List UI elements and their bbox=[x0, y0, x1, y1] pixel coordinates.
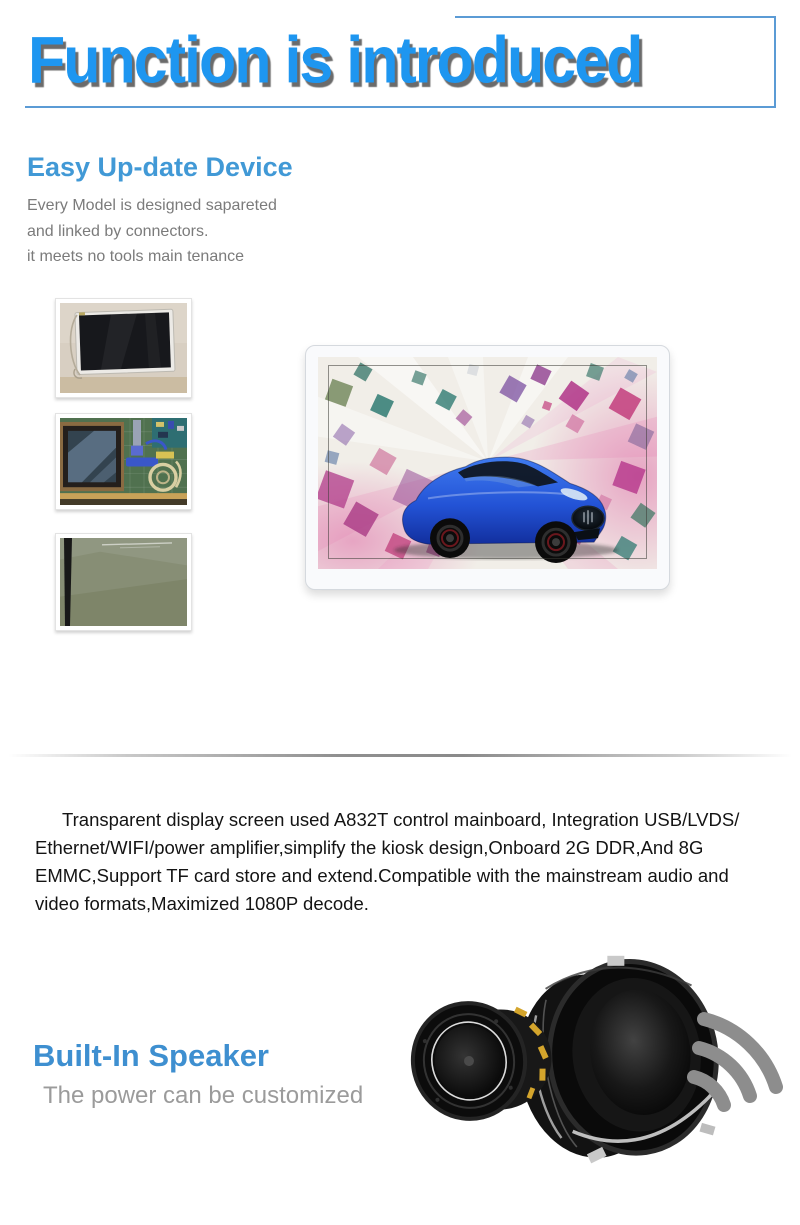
section-divider bbox=[8, 754, 792, 757]
mainboard-assembly-photo bbox=[55, 413, 192, 510]
spec-line: video formats,Maximized 1080P decode. bbox=[35, 893, 369, 914]
transparent-display-with-car-demo bbox=[305, 345, 670, 590]
easy-update-description bbox=[27, 193, 277, 270]
description-line: it meets no tools main tenance bbox=[27, 248, 245, 265]
speakers-photo bbox=[393, 953, 783, 1168]
car-mosaic-art bbox=[318, 357, 657, 569]
spec-paragraph bbox=[35, 806, 787, 918]
spec-line: Ethernet/WIFI/power amplifier,simplify the kiosk design,Onboard 2G DDR,And 8G bbox=[35, 837, 704, 858]
spec-line: Transparent display screen used A832T control mainboard, Integration USB/LVDS/ bbox=[62, 809, 740, 830]
easy-update-heading: Easy Up-date Device bbox=[27, 152, 293, 182]
header-underline bbox=[25, 106, 776, 108]
back-panel-photo-art bbox=[60, 538, 187, 626]
built-in-speaker-heading: Built-In Speaker bbox=[33, 1038, 269, 1073]
back-panel-photo bbox=[55, 533, 192, 631]
spec-line: EMMC,Support TF card store and extend.Compatible with the mainstream audio and bbox=[35, 865, 729, 886]
speakers-art bbox=[393, 953, 783, 1168]
lcd-panel-photo bbox=[55, 298, 192, 398]
device-screen bbox=[318, 357, 657, 569]
mainboard-assembly-photo-art bbox=[60, 418, 187, 505]
description-line: and linked by connectors. bbox=[27, 222, 209, 240]
page-title: Function is introduced bbox=[28, 23, 642, 97]
lcd-panel-photo-art bbox=[60, 303, 187, 393]
speaker-subheading: The power can be customized bbox=[43, 1082, 364, 1109]
description-line: Every Model is designed sapareted bbox=[27, 197, 277, 214]
